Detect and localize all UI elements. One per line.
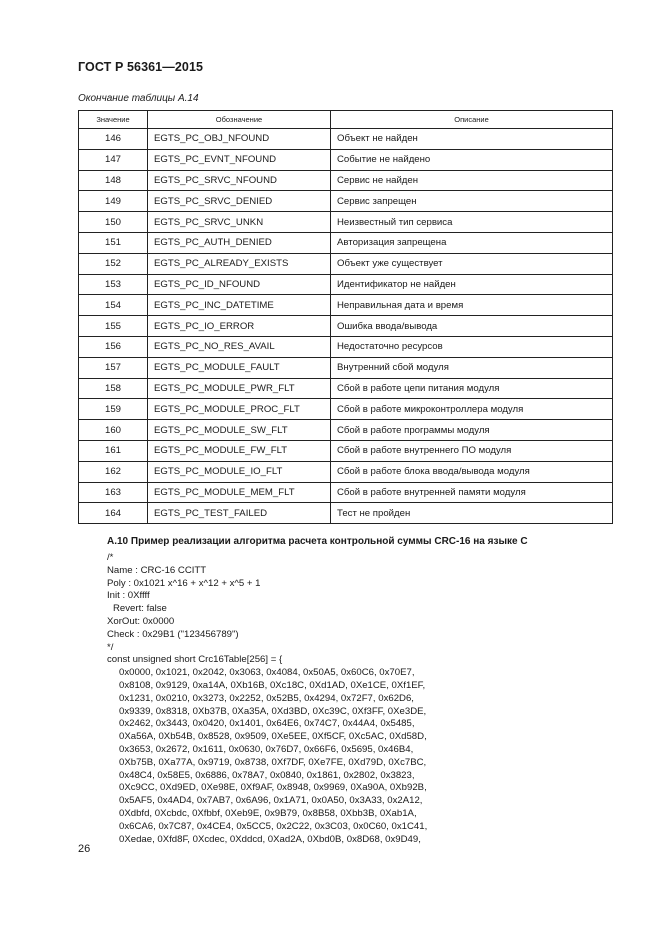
code-line: 0x1231, 0x0210, 0x3273, 0x2252, 0x52B5, 0x4294, 0x72F7, 0x62D6,	[119, 692, 414, 704]
cell-value: 161	[79, 440, 148, 461]
cell-designation: EGTS_PC_MODULE_SW_FLT	[148, 420, 331, 441]
code-line: 0x48C4, 0x58E5, 0x6886, 0x78A7, 0x0840, 0x1861, 0x2802, 0x3823,	[119, 769, 415, 781]
cell-value: 162	[79, 461, 148, 482]
table-row	[79, 212, 613, 233]
cell-description: Событие не найдено	[331, 149, 613, 170]
cell-description: Сбой в работе микроконтроллера модуля	[331, 399, 613, 420]
code-line: Init : 0Xffff	[107, 590, 150, 602]
table-row	[79, 440, 613, 461]
cell-value: 160	[79, 420, 148, 441]
cell-designation: EGTS_PC_ID_NFOUND	[148, 274, 331, 295]
cell-description: Сбой в работе цепи питания модуля	[331, 378, 613, 399]
cell-value: 150	[79, 212, 148, 233]
result-codes-table	[78, 110, 613, 524]
table-header-row	[79, 111, 613, 129]
cell-value: 147	[79, 149, 148, 170]
cell-designation: EGTS_PC_MODULE_MEM_FLT	[148, 482, 331, 503]
cell-description: Неизвестный тип сервиса	[331, 212, 613, 233]
code-line: const unsigned short Crc16Table[256] = {	[107, 654, 283, 666]
cell-designation: EGTS_PC_MODULE_PROC_FLT	[148, 399, 331, 420]
cell-description: Сбой в работе внутреннего ПО модуля	[331, 440, 613, 461]
cell-value: 148	[79, 170, 148, 191]
table-row	[79, 170, 613, 191]
cell-description: Тест не пройден	[331, 503, 613, 524]
cell-value: 151	[79, 232, 148, 253]
code-line: /*	[107, 552, 114, 563]
cell-value: 164	[79, 503, 148, 524]
cell-value: 159	[79, 399, 148, 420]
table-row	[79, 420, 613, 441]
cell-designation: EGTS_PC_INC_DATETIME	[148, 295, 331, 316]
code-line: Poly : 0x1021 x^16 + x^12 + x^5 + 1	[107, 577, 261, 589]
cell-designation: EGTS_PC_NO_RES_AVAIL	[148, 336, 331, 357]
code-line: 0x8108, 0x9129, 0xa14A, 0Xb16B, 0Xc18C, 0Xd1AD, 0Xe1CE, 0Xf1EF,	[119, 679, 426, 691]
cell-value: 155	[79, 316, 148, 337]
code-line: */	[107, 641, 114, 653]
cell-description: Неправильная дата и время	[331, 295, 613, 316]
cell-description: Сбой в работе блока ввода/вывода модуля	[331, 461, 613, 482]
cell-value: 146	[79, 129, 148, 150]
cell-designation: EGTS_PC_IO_ERROR	[148, 316, 331, 337]
cell-description: Недостаточно ресурсов	[331, 336, 613, 357]
section-title: А.10 Пример реализации алгоритма расчета контрольной суммы CRC-16 на языке С	[107, 536, 528, 547]
table-row	[79, 503, 613, 524]
table-row	[79, 378, 613, 399]
code-line: Check : 0x29B1 ("123456789")	[107, 628, 239, 640]
table-row	[79, 149, 613, 170]
cell-value: 158	[79, 378, 148, 399]
cell-designation: EGTS_PC_MODULE_FW_FLT	[148, 440, 331, 461]
table-row	[79, 295, 613, 316]
code-line: 0Xc9CC, 0Xd9ED, 0Xe98E, 0Xf9AF, 0x8948, 0x9969, 0Xa90A, 0Xb92B,	[119, 782, 427, 794]
cell-designation: EGTS_PC_AUTH_DENIED	[148, 232, 331, 253]
code-line: 0x5AF5, 0x4AD4, 0x7AB7, 0x6A96, 0x1A71, 0x0A50, 0x3A33, 0x2A12,	[119, 795, 423, 807]
table-row	[79, 253, 613, 274]
cell-designation: EGTS_PC_TEST_FAILED	[148, 503, 331, 524]
cell-description: Идентификатор не найден	[331, 274, 613, 295]
cell-description: Сбой в работе внутренней памяти модуля	[331, 482, 613, 503]
code-line: 0Xb75B, 0Xa77A, 0x9719, 0x8738, 0Xf7DF, 0Xe7FE, 0Xd79D, 0Xc7BC,	[119, 756, 427, 768]
table-row	[79, 129, 613, 150]
cell-description: Ошибка ввода/вывода	[331, 316, 613, 337]
code-line: Revert: false	[113, 603, 167, 615]
table-row	[79, 461, 613, 482]
code-line: 0x2462, 0x3443, 0x0420, 0x1401, 0x64E6, 0x74C7, 0x44A4, 0x5485,	[119, 718, 415, 730]
document-header: ГОСТ Р 56361—2015	[78, 60, 204, 74]
table-row	[79, 274, 613, 295]
cell-value: 149	[79, 191, 148, 212]
cell-value: 152	[79, 253, 148, 274]
column-header-designation: Обозначение	[148, 111, 331, 129]
table-row	[79, 357, 613, 378]
cell-designation: EGTS_PC_SRVC_UNKN	[148, 212, 331, 233]
cell-designation: EGTS_PC_MODULE_FAULT	[148, 357, 331, 378]
code-line: 0Xdbfd, 0Xcbdc, 0Xfbbf, 0Xeb9E, 0x9B79, 0x8B58, 0Xbb3B, 0Xab1A,	[119, 807, 417, 819]
code-listing	[107, 552, 427, 846]
cell-value: 153	[79, 274, 148, 295]
code-line: XorOut: 0x0000	[107, 615, 175, 627]
table-row	[79, 399, 613, 420]
column-header-value: Значение	[79, 111, 148, 129]
table-row	[79, 316, 613, 337]
table-row	[79, 191, 613, 212]
cell-description: Объект не найден	[331, 129, 613, 150]
cell-designation: EGTS_PC_EVNT_NFOUND	[148, 149, 331, 170]
cell-designation: EGTS_PC_SRVC_NFOUND	[148, 170, 331, 191]
cell-description: Сервис не найден	[331, 170, 613, 191]
table-caption: Окончание таблицы А.14	[78, 93, 199, 104]
code-line: 0x3653, 0x2672, 0x1611, 0x0630, 0x76D7, 0x66F6, 0x5695, 0x46B4,	[119, 743, 414, 755]
cell-description: Сбой в работе программы модуля	[331, 420, 613, 441]
column-header-description: Описание	[331, 111, 613, 129]
code-line: 0x0000, 0x1021, 0x2042, 0x3063, 0x4084, 0x50A5, 0x60C6, 0x70E7,	[119, 667, 415, 679]
cell-value: 163	[79, 482, 148, 503]
code-line: Name : CRC-16 CCITT	[107, 564, 207, 576]
cell-description: Внутренний сбой модуля	[331, 357, 613, 378]
code-line: 0x9339, 0x8318, 0Xb37B, 0Xa35A, 0Xd3BD, 0Xc39C, 0Xf3FF, 0Xe3DE,	[119, 705, 427, 717]
table-body	[79, 129, 613, 524]
code-line: 0Xedae, 0Xfd8F, 0Xcdec, 0Xddcd, 0Xad2A, 0Xbd0B, 0x8D68, 0x9D49,	[119, 833, 421, 845]
cell-designation: EGTS_PC_SRVC_DENIED	[148, 191, 331, 212]
code-line: 0Xa56A, 0Xb54B, 0x8528, 0x9509, 0Xe5EE, 0Xf5CF, 0Xc5AC, 0Xd58D,	[119, 731, 427, 743]
cell-value: 156	[79, 336, 148, 357]
cell-designation: EGTS_PC_MODULE_IO_FLT	[148, 461, 331, 482]
table-row	[79, 336, 613, 357]
cell-designation: EGTS_PC_ALREADY_EXISTS	[148, 253, 331, 274]
code-line: 0x6CA6, 0x7C87, 0x4CE4, 0x5CC5, 0x2C22, 0x3C03, 0x0C60, 0x1C41,	[119, 820, 428, 832]
cell-value: 154	[79, 295, 148, 316]
cell-value: 157	[79, 357, 148, 378]
table-row	[79, 482, 613, 503]
cell-description: Авторизация запрещена	[331, 232, 613, 253]
cell-description: Объект уже существует	[331, 253, 613, 274]
page-number: 26	[78, 843, 91, 855]
cell-designation: EGTS_PC_MODULE_PWR_FLT	[148, 378, 331, 399]
cell-designation: EGTS_PC_OBJ_NFOUND	[148, 129, 331, 150]
cell-description: Сервис запрещен	[331, 191, 613, 212]
table-row	[79, 232, 613, 253]
